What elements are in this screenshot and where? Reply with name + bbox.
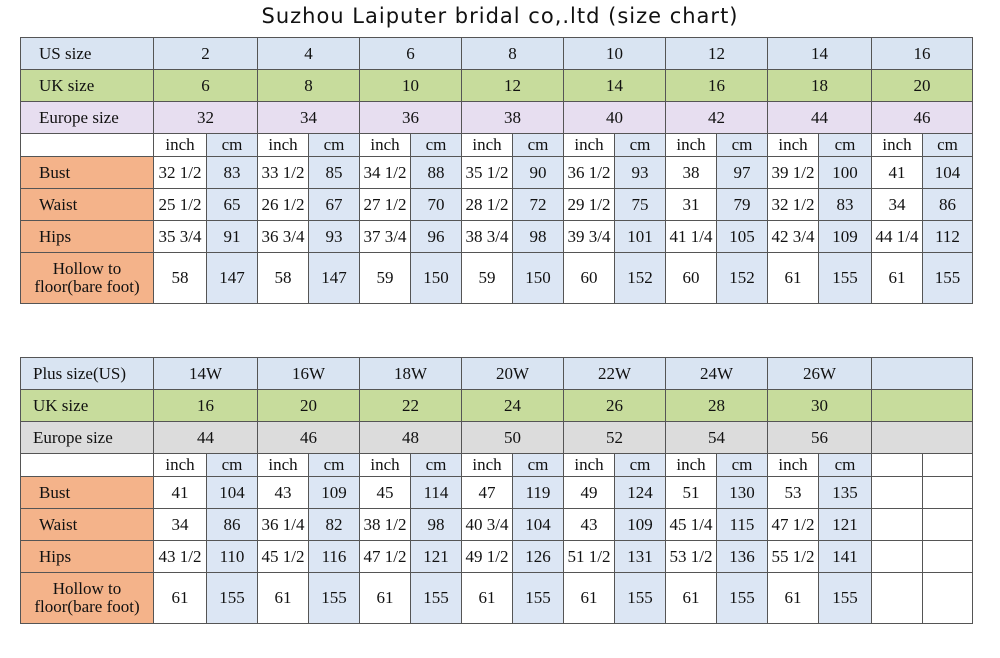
- inch-value: 28 1/2: [462, 189, 513, 221]
- inch-value: 43: [564, 509, 615, 541]
- cm-value: 124: [615, 477, 666, 509]
- cm-value: 155: [615, 573, 666, 624]
- cm-value: 101: [615, 221, 666, 253]
- inch-value: 41: [154, 477, 207, 509]
- size-value: 8: [258, 70, 360, 102]
- inch-value: 60: [666, 253, 717, 304]
- inch-header: inch: [462, 454, 513, 477]
- row-label: Waist: [21, 509, 154, 541]
- size-value: [872, 358, 973, 390]
- size-value: 26: [564, 390, 666, 422]
- inch-value: 42 3/4: [768, 221, 819, 253]
- inch-value: 45: [360, 477, 411, 509]
- bust-row: [21, 157, 973, 189]
- inch-value: 51: [666, 477, 717, 509]
- size-value: 22W: [564, 358, 666, 390]
- cm-value: 104: [513, 509, 564, 541]
- europe-size-row: [21, 102, 973, 134]
- inch-value: 47 1/2: [768, 509, 819, 541]
- size-value: 22: [360, 390, 462, 422]
- cm-value: 116: [309, 541, 360, 573]
- hollow-to-floor-row: [21, 253, 973, 304]
- inch-value: 60: [564, 253, 615, 304]
- inch-value: 27 1/2: [360, 189, 411, 221]
- plus-uk-size-row: [21, 390, 973, 422]
- inch-value: 35 3/4: [154, 221, 207, 253]
- cm-value: 150: [513, 253, 564, 304]
- inch-value: 26 1/2: [258, 189, 309, 221]
- cm-value: 85: [309, 157, 360, 189]
- size-value: 20: [258, 390, 360, 422]
- inch-header: inch: [872, 134, 923, 157]
- cm-value: 147: [207, 253, 258, 304]
- cm-value: 86: [923, 189, 973, 221]
- inch-value: 61: [768, 253, 819, 304]
- cm-value: 152: [615, 253, 666, 304]
- inch-header: inch: [768, 454, 819, 477]
- size-value: 18W: [360, 358, 462, 390]
- inch-header: inch: [154, 454, 207, 477]
- cm-value: 130: [717, 477, 768, 509]
- inch-value: 31: [666, 189, 717, 221]
- row-label-line2: floor(bare foot): [34, 277, 140, 296]
- cm-value: 91: [207, 221, 258, 253]
- size-value: 52: [564, 422, 666, 454]
- inch-value: 41 1/4: [666, 221, 717, 253]
- inch-value: 49: [564, 477, 615, 509]
- inch-value: 34: [154, 509, 207, 541]
- cm-value: 110: [207, 541, 258, 573]
- cm-value: 109: [615, 509, 666, 541]
- cm-header: cm: [717, 134, 768, 157]
- inch-header: inch: [564, 134, 615, 157]
- empty-cell: [872, 477, 923, 509]
- cm-value: 104: [207, 477, 258, 509]
- cm-header: cm: [513, 454, 564, 477]
- uk-size-row: [21, 70, 973, 102]
- inch-value: 53: [768, 477, 819, 509]
- inch-header: inch: [360, 134, 411, 157]
- cm-value: 121: [411, 541, 462, 573]
- empty-cell: [872, 454, 923, 477]
- cm-value: 136: [717, 541, 768, 573]
- empty-cell: [872, 573, 923, 624]
- inch-value: 34: [872, 189, 923, 221]
- cm-value: 155: [309, 573, 360, 624]
- inch-header: inch: [258, 454, 309, 477]
- cm-header: cm: [207, 134, 258, 157]
- inch-value: 29 1/2: [564, 189, 615, 221]
- cm-header: cm: [615, 134, 666, 157]
- size-value: 20: [872, 70, 973, 102]
- inch-value: 55 1/2: [768, 541, 819, 573]
- size-value: 30: [768, 390, 872, 422]
- size-value: 24: [462, 390, 564, 422]
- empty-cell: [923, 477, 973, 509]
- inch-value: 47 1/2: [360, 541, 411, 573]
- size-value: 12: [462, 70, 564, 102]
- inch-value: 45 1/2: [258, 541, 309, 573]
- bust-row: [21, 477, 973, 509]
- chart-title: Suzhou Laiputer bridal co,.ltd (size chart): [261, 4, 739, 28]
- cm-value: 155: [819, 573, 872, 624]
- inch-value: 36 1/4: [258, 509, 309, 541]
- row-label: Waist: [21, 189, 154, 221]
- cm-value: 93: [615, 157, 666, 189]
- cm-value: 119: [513, 477, 564, 509]
- inch-value: 35 1/2: [462, 157, 513, 189]
- row-label: US size: [21, 38, 154, 70]
- inch-value: 61: [462, 573, 513, 624]
- inch-header: inch: [666, 134, 717, 157]
- cm-header: cm: [207, 454, 258, 477]
- cm-header: cm: [411, 134, 462, 157]
- row-label: [21, 253, 154, 304]
- inch-value: 38: [666, 157, 717, 189]
- unit-header-row: [21, 454, 973, 477]
- size-value: 10: [360, 70, 462, 102]
- inch-header: inch: [666, 454, 717, 477]
- inch-value: 53 1/2: [666, 541, 717, 573]
- empty-cell: [923, 541, 973, 573]
- inch-value: 47: [462, 477, 513, 509]
- size-value: 50: [462, 422, 564, 454]
- size-value: 54: [666, 422, 768, 454]
- cm-header: cm: [309, 454, 360, 477]
- inch-value: 25 1/2: [154, 189, 207, 221]
- size-value: 16: [666, 70, 768, 102]
- inch-header: inch: [154, 134, 207, 157]
- cm-value: 150: [411, 253, 462, 304]
- cm-value: 109: [309, 477, 360, 509]
- cm-value: 86: [207, 509, 258, 541]
- cm-value: 155: [819, 253, 872, 304]
- size-value: 6: [360, 38, 462, 70]
- size-value: 42: [666, 102, 768, 134]
- cm-value: 104: [923, 157, 973, 189]
- cm-value: 100: [819, 157, 872, 189]
- size-value: 14W: [154, 358, 258, 390]
- cm-value: 152: [717, 253, 768, 304]
- inch-value: 38 3/4: [462, 221, 513, 253]
- cm-value: 98: [513, 221, 564, 253]
- empty-cell: [923, 454, 973, 477]
- cm-value: 65: [207, 189, 258, 221]
- cm-value: 67: [309, 189, 360, 221]
- row-label: UK size: [21, 390, 154, 422]
- inch-value: 43 1/2: [154, 541, 207, 573]
- size-value: 24W: [666, 358, 768, 390]
- cm-value: 155: [207, 573, 258, 624]
- size-value: 18: [768, 70, 872, 102]
- inch-value: 61: [564, 573, 615, 624]
- hips-row: [21, 221, 973, 253]
- size-value: 28: [666, 390, 768, 422]
- size-value: 10: [564, 38, 666, 70]
- cm-value: 96: [411, 221, 462, 253]
- inch-value: 61: [872, 253, 923, 304]
- size-value: 20W: [462, 358, 564, 390]
- cm-value: 88: [411, 157, 462, 189]
- row-label: Bust: [21, 477, 154, 509]
- cm-value: 83: [207, 157, 258, 189]
- cm-header: cm: [819, 134, 872, 157]
- cm-value: 79: [717, 189, 768, 221]
- cm-header: cm: [309, 134, 360, 157]
- standard-size-table: [20, 37, 973, 304]
- plus-europe-size-row: [21, 422, 973, 454]
- cm-value: 109: [819, 221, 872, 253]
- cm-value: 82: [309, 509, 360, 541]
- size-value: 36: [360, 102, 462, 134]
- cm-value: 70: [411, 189, 462, 221]
- us-size-row: [21, 38, 973, 70]
- size-value: 56: [768, 422, 872, 454]
- cm-header: cm: [819, 454, 872, 477]
- size-value: 16: [154, 390, 258, 422]
- inch-value: 58: [154, 253, 207, 304]
- size-value: 46: [872, 102, 973, 134]
- cm-value: 105: [717, 221, 768, 253]
- size-value: 32: [154, 102, 258, 134]
- cm-value: 155: [411, 573, 462, 624]
- size-value: 2: [154, 38, 258, 70]
- inch-header: inch: [360, 454, 411, 477]
- cm-header: cm: [615, 454, 666, 477]
- hollow-to-floor-row: [21, 573, 973, 624]
- row-label: Hips: [21, 541, 154, 573]
- size-value: 8: [462, 38, 564, 70]
- inch-value: 61: [154, 573, 207, 624]
- inch-value: 40 3/4: [462, 509, 513, 541]
- inch-value: 44 1/4: [872, 221, 923, 253]
- row-label-line2: floor(bare foot): [34, 597, 140, 616]
- inch-value: 61: [258, 573, 309, 624]
- inch-value: 61: [666, 573, 717, 624]
- row-label: [21, 573, 154, 624]
- size-value: 44: [768, 102, 872, 134]
- inch-header: inch: [258, 134, 309, 157]
- size-value: 16W: [258, 358, 360, 390]
- inch-value: 61: [768, 573, 819, 624]
- cm-value: 155: [513, 573, 564, 624]
- size-value: 40: [564, 102, 666, 134]
- size-value: 26W: [768, 358, 872, 390]
- inch-header: inch: [768, 134, 819, 157]
- waist-row: [21, 189, 973, 221]
- size-value: 14: [564, 70, 666, 102]
- cm-value: 155: [923, 253, 973, 304]
- inch-header: inch: [462, 134, 513, 157]
- inch-header: inch: [564, 454, 615, 477]
- row-label-line1: Hollow to: [52, 579, 122, 598]
- inch-value: 59: [360, 253, 411, 304]
- cm-value: 155: [717, 573, 768, 624]
- cm-header: cm: [411, 454, 462, 477]
- empty-cell: [872, 509, 923, 541]
- inch-value: 49 1/2: [462, 541, 513, 573]
- inch-value: 61: [360, 573, 411, 624]
- cm-header: cm: [513, 134, 564, 157]
- inch-value: 38 1/2: [360, 509, 411, 541]
- size-value: 4: [258, 38, 360, 70]
- cm-value: 97: [717, 157, 768, 189]
- empty-cell: [923, 509, 973, 541]
- size-value: [872, 390, 973, 422]
- cm-value: 93: [309, 221, 360, 253]
- size-value: [872, 422, 973, 454]
- cm-value: 121: [819, 509, 872, 541]
- size-value: 44: [154, 422, 258, 454]
- empty-cell: [923, 573, 973, 624]
- inch-value: 36 3/4: [258, 221, 309, 253]
- plus-us-size-row: [21, 358, 973, 390]
- inch-value: 43: [258, 477, 309, 509]
- size-value: 46: [258, 422, 360, 454]
- cm-value: 135: [819, 477, 872, 509]
- inch-value: 32 1/2: [154, 157, 207, 189]
- cm-value: 75: [615, 189, 666, 221]
- cm-value: 72: [513, 189, 564, 221]
- inch-value: 37 3/4: [360, 221, 411, 253]
- empty-cell: [21, 134, 154, 157]
- cm-header: cm: [923, 134, 973, 157]
- cm-value: 126: [513, 541, 564, 573]
- cm-value: 147: [309, 253, 360, 304]
- plus-size-table: [20, 357, 973, 624]
- inch-value: 39 3/4: [564, 221, 615, 253]
- cm-value: 131: [615, 541, 666, 573]
- row-label: Europe size: [21, 102, 154, 134]
- row-label: UK size: [21, 70, 154, 102]
- inch-value: 51 1/2: [564, 541, 615, 573]
- cm-value: 112: [923, 221, 973, 253]
- cm-value: 83: [819, 189, 872, 221]
- hips-row: [21, 541, 973, 573]
- size-value: 14: [768, 38, 872, 70]
- cm-value: 98: [411, 509, 462, 541]
- waist-row: [21, 509, 973, 541]
- cm-value: 141: [819, 541, 872, 573]
- row-label: Hips: [21, 221, 154, 253]
- cm-header: cm: [717, 454, 768, 477]
- unit-header-row: [21, 134, 973, 157]
- size-value: 16: [872, 38, 973, 70]
- size-value: 48: [360, 422, 462, 454]
- size-value: 6: [154, 70, 258, 102]
- empty-cell: [21, 454, 154, 477]
- empty-cell: [872, 541, 923, 573]
- inch-value: 34 1/2: [360, 157, 411, 189]
- size-value: 38: [462, 102, 564, 134]
- cm-value: 115: [717, 509, 768, 541]
- cm-value: 90: [513, 157, 564, 189]
- row-label: Europe size: [21, 422, 154, 454]
- row-label: Bust: [21, 157, 154, 189]
- inch-value: 36 1/2: [564, 157, 615, 189]
- row-label: Plus size(US): [21, 358, 154, 390]
- inch-value: 32 1/2: [768, 189, 819, 221]
- row-label-line1: Hollow to: [52, 259, 122, 278]
- inch-value: 41: [872, 157, 923, 189]
- inch-value: 45 1/4: [666, 509, 717, 541]
- inch-value: 33 1/2: [258, 157, 309, 189]
- cm-value: 114: [411, 477, 462, 509]
- inch-value: 58: [258, 253, 309, 304]
- inch-value: 59: [462, 253, 513, 304]
- size-value: 34: [258, 102, 360, 134]
- size-value: 12: [666, 38, 768, 70]
- inch-value: 39 1/2: [768, 157, 819, 189]
